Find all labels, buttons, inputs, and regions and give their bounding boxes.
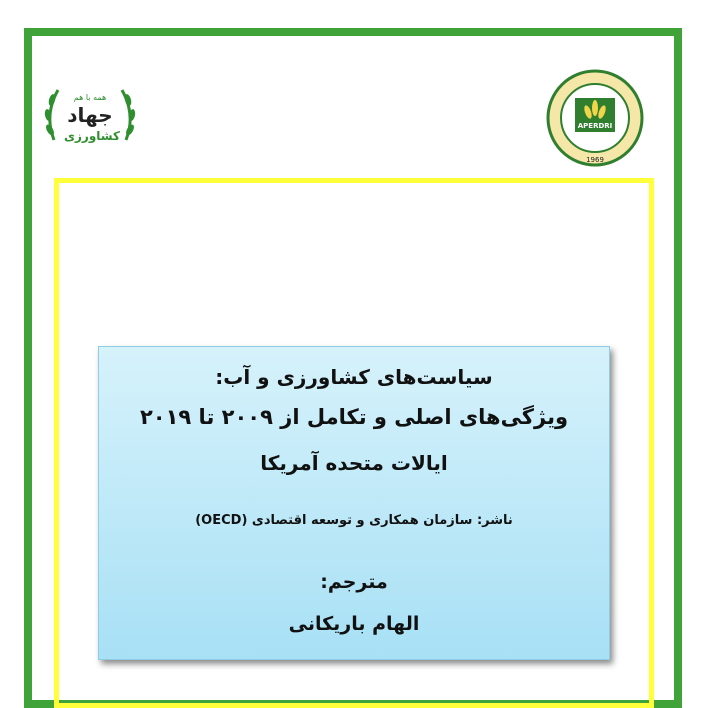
publisher-text: ناشر: سازمان همکاری و توسعه اقتصادی (OECD) — [195, 513, 513, 528]
logo-left-line3: کشاورزی — [64, 129, 120, 143]
jahad-keshavarzi-logo-icon — [40, 70, 140, 166]
book-title-line2: ویژگی‌های اصلی و تکامل از ۲۰۰۹ تا ۲۰۱۹ — [139, 405, 569, 429]
aperdri-seal-icon — [545, 68, 645, 168]
book-title-line3: ایالات متحده آمریکا — [260, 451, 448, 475]
book-title-line1: سیاست‌های کشاورزی و آب: — [215, 365, 493, 389]
translator-label: مترجم: — [320, 571, 388, 593]
aperdri-abbr: APERDRI — [577, 122, 613, 130]
title-box — [98, 346, 610, 660]
aperdri-year: 1969 — [586, 156, 604, 164]
logo-left-line1: همه با هم — [73, 93, 107, 102]
logo-left-line2: جهاد — [67, 103, 113, 127]
translator-name: الهام باریکانی — [288, 613, 420, 635]
